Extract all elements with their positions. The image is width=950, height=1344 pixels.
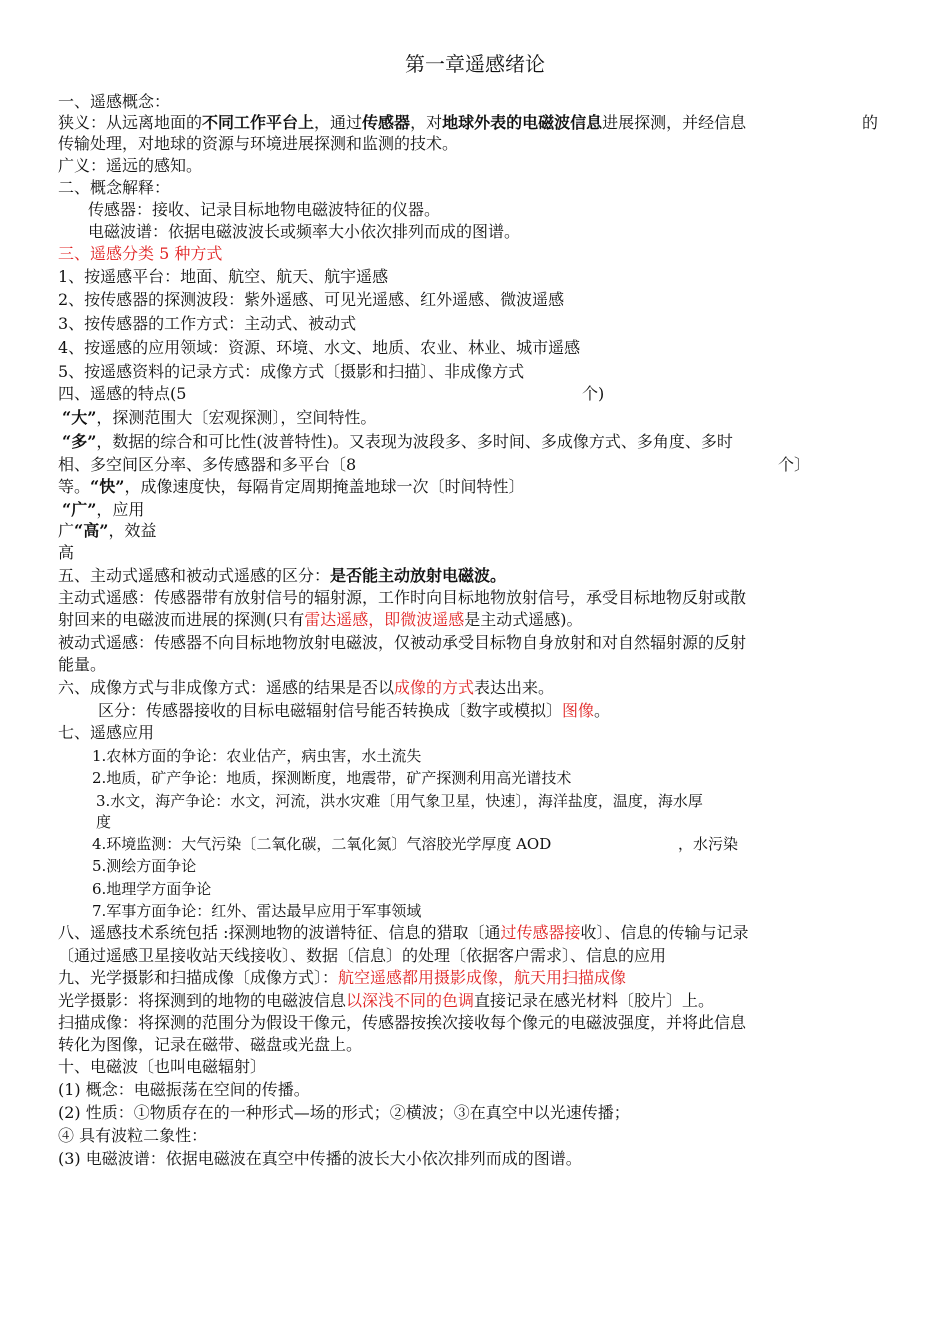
text-run: 四、遥感的特点(5 bbox=[58, 384, 187, 403]
text-line bbox=[58, 290, 564, 310]
text-run: ，效益 bbox=[108, 521, 157, 540]
text-line bbox=[58, 267, 388, 287]
text-line bbox=[58, 610, 583, 630]
text-line bbox=[58, 92, 170, 112]
text-line bbox=[92, 834, 551, 854]
text-line bbox=[88, 222, 520, 242]
text-line bbox=[778, 455, 810, 475]
text-line bbox=[58, 1149, 582, 1169]
text-line bbox=[58, 655, 106, 675]
text-run: ，对 bbox=[410, 113, 443, 132]
text-run: 直接记录在感光材料〔胶片〕上。 bbox=[474, 991, 715, 1010]
text-run: 转化为图像，记录在磁带、磁盘或光盘上。 bbox=[58, 1035, 363, 1054]
text-line bbox=[92, 768, 571, 788]
text-run: 传感器：接收、记录目标地物电磁波特征的仪器。 bbox=[88, 200, 441, 219]
text-line bbox=[58, 946, 666, 966]
text-run: ，通过 bbox=[314, 113, 363, 132]
text-line bbox=[58, 1080, 310, 1100]
text-run: 扫描成像：将探测的范围分为假设干像元，传感器按挨次接收每个像元的电磁波强度，并将此信息 bbox=[58, 1013, 747, 1032]
text-run: 2、按传感器的探测波段：紫外遥感、可见光遥感、红外遥感、微波遥感 bbox=[58, 290, 565, 309]
text-line bbox=[92, 879, 211, 899]
text-line bbox=[58, 1126, 207, 1146]
text-run: (2) 性质：①物质存在的一种形式—场的形式；②横波；③在真空中以光速传播； bbox=[58, 1103, 630, 1122]
text-run: 5、按遥感资料的记录方式：成像方式〔摄影和扫描〕、非成像方式 bbox=[58, 362, 525, 381]
bold-text: “多” bbox=[62, 432, 97, 451]
page-title: 第一章遥感绪论 bbox=[405, 52, 545, 76]
text-run: 光学摄影：将探测到的地物的电磁波信息 bbox=[58, 991, 347, 1010]
text-run: 是主动式遥感)。 bbox=[464, 610, 583, 629]
text-run: 度 bbox=[96, 813, 112, 831]
text-run: 的 bbox=[862, 113, 879, 132]
text-line bbox=[58, 723, 154, 743]
highlight-text: 航空遥感都用摄影成像，航天用扫描成像 bbox=[338, 968, 627, 987]
text-run: 广 bbox=[58, 521, 75, 540]
bold-text: 地球外表的电磁波信息 bbox=[442, 113, 603, 132]
text-line bbox=[58, 362, 524, 382]
text-line bbox=[96, 791, 703, 811]
text-line bbox=[58, 1057, 266, 1077]
text-run: 传输处理，对地球的资源与环境进展探测和监测的技术。 bbox=[58, 134, 459, 153]
text-line bbox=[58, 923, 749, 943]
text-run: 表达出来。 bbox=[474, 678, 555, 697]
text-line bbox=[58, 1035, 362, 1055]
bold-text: “大” bbox=[62, 408, 97, 427]
text-line bbox=[58, 178, 170, 198]
text-line bbox=[96, 812, 111, 832]
text-run: ，探测范围大〔宏观探测〕，空间特性。 bbox=[96, 408, 377, 427]
text-line bbox=[58, 455, 356, 475]
text-line bbox=[58, 521, 156, 541]
text-run: 高 bbox=[58, 543, 75, 562]
text-run: 个〕 bbox=[778, 455, 811, 474]
text-run: ，应用 bbox=[96, 500, 145, 519]
text-run: 个) bbox=[582, 384, 605, 403]
text-run: 收〕、信息的传输与记录 bbox=[580, 923, 749, 942]
text-line bbox=[62, 432, 733, 452]
text-line bbox=[58, 338, 580, 358]
text-run: 能量。 bbox=[58, 655, 107, 674]
text-run: 5.测绘方面争论 bbox=[92, 857, 197, 875]
highlight-text: 图像 bbox=[562, 701, 595, 720]
text-run: 八、遥感技术系统包括 :探测地物的波谱特征、信息的猎取〔通 bbox=[58, 923, 501, 942]
text-run: 7.军事方面争论：红外、雷达最早应用于军事领域 bbox=[92, 902, 422, 920]
text-run: ，水污染 bbox=[678, 835, 739, 853]
text-run: 被动式遥感：传感器不向目标地物放射电磁波，仅被动承受目标物自身放射和对自然辐射源的反射 bbox=[58, 633, 747, 652]
text-line bbox=[58, 113, 746, 133]
text-run: 五、主动式遥感和被动式遥感的区分： bbox=[58, 566, 331, 585]
text-run: 3.水文，海产争论：水文，河流，洪水灾难〔用气象卫星，快速〕，海洋盐度，温度，海水厚 bbox=[96, 792, 703, 810]
bold-text: 不同工作平台上 bbox=[202, 113, 315, 132]
text-run: ，成像速度快，每隔肯定周期掩盖地球一次〔时间特性〕 bbox=[124, 477, 525, 496]
highlight-text: 以深浅不同的色调 bbox=[346, 991, 475, 1010]
text-line bbox=[98, 701, 610, 721]
text-run: 2.地质，矿产争论：地质，探测断度，地震带，矿产探测利用高光谱技术 bbox=[92, 769, 572, 787]
text-run: 七、遥感应用 bbox=[58, 723, 155, 742]
text-run: 6.地理学方面争论 bbox=[92, 880, 212, 898]
text-run: 射回来的电磁波而进展的探测(只有 bbox=[58, 610, 305, 629]
text-run: 〔通过遥感卫星接收站天线接收〕、数据〔信息〕的处理〔依据客户需求〕、信息的应用 bbox=[58, 946, 667, 965]
bold-text: 传感器 bbox=[362, 113, 411, 132]
text-line bbox=[58, 1103, 630, 1123]
text-line bbox=[62, 408, 376, 428]
text-run: 3、按传感器的工作方式：主动式、被动式 bbox=[58, 314, 357, 333]
text-line bbox=[62, 500, 144, 520]
text-line bbox=[58, 588, 746, 608]
text-line bbox=[58, 678, 554, 698]
text-line bbox=[58, 1013, 746, 1033]
text-run: (1) 概念：电磁振荡在空间的传播。 bbox=[58, 1080, 310, 1099]
text-run: 4、按遥感的应用领域：资源、环境、水文、地质、农业、林业、城市遥感 bbox=[58, 338, 581, 357]
text-run: 广义：遥远的感知。 bbox=[58, 156, 203, 175]
text-run: 区分：传感器接收的目标电磁辐射信号能否转换成〔数字或模拟〕 bbox=[98, 701, 563, 720]
text-line bbox=[58, 543, 74, 563]
text-run: 1、按遥感平台：地面、航空、航天、航宇遥感 bbox=[58, 267, 389, 286]
text-line bbox=[92, 901, 421, 921]
text-run: 进展探测，并经信息 bbox=[602, 113, 747, 132]
text-line bbox=[58, 566, 506, 586]
text-run: 。 bbox=[594, 701, 611, 720]
text-run: 十、电磁波〔也叫电磁辐射〕 bbox=[58, 1057, 267, 1076]
text-run: 一、遥感概念： bbox=[58, 92, 171, 111]
text-run: ④ 具有波粒二象性： bbox=[58, 1126, 208, 1145]
text-run: 相、多空间区分率、多传感器和多平台〔8 bbox=[58, 455, 357, 474]
bold-text: “快” bbox=[90, 477, 125, 496]
highlight-text: 过传感器接 bbox=[500, 923, 581, 942]
text-line bbox=[58, 477, 524, 497]
text-line bbox=[678, 834, 738, 854]
text-line bbox=[58, 314, 356, 334]
text-line bbox=[862, 113, 878, 133]
text-line bbox=[58, 968, 626, 988]
text-line bbox=[58, 633, 746, 653]
text-run: (3) 电磁波谱：依据电磁波在真空中传播的波长大小依次排列而成的图谱。 bbox=[58, 1149, 582, 1168]
highlight-text: 成像的方式 bbox=[394, 678, 475, 697]
text-run: 4.环境监测：大气污染〔二氧化碳，二氧化氮〕气溶胶光学厚度 AOD bbox=[92, 835, 552, 853]
text-run: 狭义：从远离地面的 bbox=[58, 113, 203, 132]
text-run: ，数据的综合和可比性(波普特性)。又表现为波段多、多时间、多成像方式、多角度、多时 bbox=[96, 432, 733, 451]
text-run: 1.农林方面的争论：农业估产，病虫害，水土流失 bbox=[92, 747, 422, 765]
text-line bbox=[58, 156, 202, 176]
text-line bbox=[58, 244, 222, 264]
highlight-text: 雷达遥感，即微波遥感 bbox=[304, 610, 465, 629]
bold-text: “高” bbox=[74, 521, 109, 540]
text-run: 二、概念解释： bbox=[58, 178, 171, 197]
text-line bbox=[88, 200, 440, 220]
text-run: 九、光学摄影和扫描成像〔成像方式〕： bbox=[58, 968, 339, 987]
bold-text: 是否能主动放射电磁波。 bbox=[330, 566, 507, 585]
text-run: 主动式遥感：传感器带有放射信号的辐射源，工作时向目标地物放射信号，承受目标地物反射或散 bbox=[58, 588, 747, 607]
text-run: 电磁波谱：依据电磁波波长或频率大小依次排列而成的图谱。 bbox=[88, 222, 521, 241]
text-line bbox=[582, 384, 604, 404]
text-line bbox=[92, 856, 196, 876]
bold-text: “广” bbox=[62, 500, 97, 519]
text-run: 六、成像方式与非成像方式：遥感的结果是否以 bbox=[58, 678, 395, 697]
text-run: 等。 bbox=[58, 477, 91, 496]
text-line bbox=[92, 746, 421, 766]
text-line bbox=[58, 384, 186, 404]
text-line bbox=[58, 134, 458, 154]
text-line bbox=[58, 991, 714, 1011]
highlight-text: 三、遥感分类 5 种方式 bbox=[58, 244, 223, 263]
